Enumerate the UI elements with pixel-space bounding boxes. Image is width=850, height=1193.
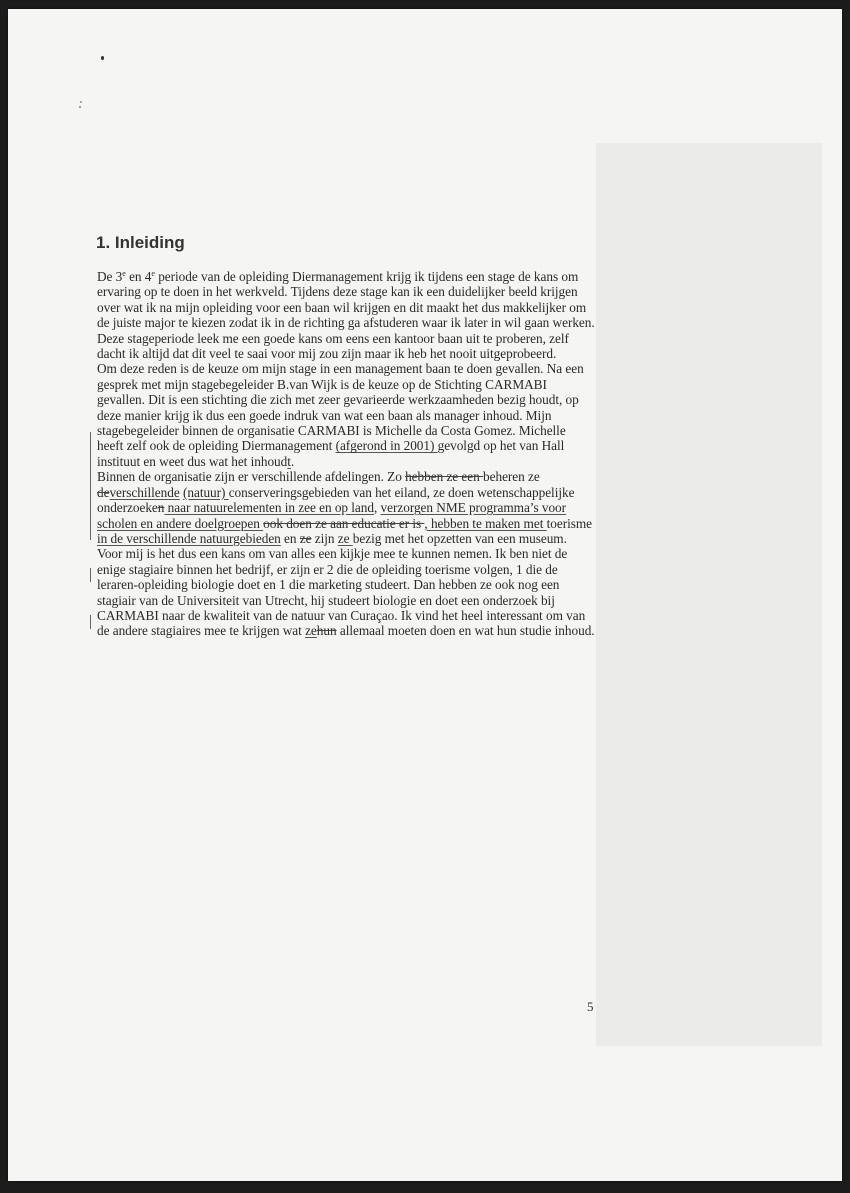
body-text [97, 269, 607, 639]
text-line: gesprek met mijn stagebegeleider B.van Wijk is de keuze op de Stichting CARMABI [97, 376, 547, 392]
change-bar [90, 568, 91, 582]
text-line: deze manier krijg ik dus een goede indruk van wat een baan als manager inhoud. Mijn [97, 407, 552, 423]
text-line: deverschillende (natuur) conserveringsgebieden van het eiland, ze doen wetenschappelijke [97, 484, 575, 500]
text-line: Voor mij is het dus een kans om van alles een kijkje mee te kunnen nemen. Ik ben niet de [97, 546, 568, 562]
scan-speck [101, 56, 104, 60]
text-line: instituut en weet dus wat het inhoudt. [97, 453, 295, 469]
text-line: in de verschillende natuurgebieden en ze zijn ze bezig met het opzetten van een museum. [97, 530, 567, 546]
tracked-insertion: in de verschillende natuurgebieden [97, 530, 281, 546]
tracked-deletion: de [97, 484, 110, 500]
tracked-deletion: hebben ze een [405, 469, 484, 485]
tracked-deletion: n [157, 500, 165, 516]
tracked-insertion: ze [305, 623, 317, 639]
change-bar [90, 432, 91, 540]
text-line: stagebegeleider binnen de organisatie CARMABI is Michelle da Costa Gomez. Michelle [97, 423, 566, 439]
tracked-insertion: scholen en andere doelgroepen [97, 515, 264, 531]
text-line: leraren-opleiding biologie doet en 1 die marketing studeert. Dan hebben ze ook nog een [97, 577, 560, 593]
text-line: onderzoeken naar natuurelementen in zee en op land, verzorgen NME programma’s voor [97, 500, 567, 516]
text-line: de andere stagiaires mee te krijgen wat zehun allemaal moeten doen en wat hun studie inhoud. [97, 623, 595, 639]
page-number: 5 [587, 999, 594, 1014]
tracked-insertion: , hebben te maken met [424, 515, 547, 531]
tracked-deletion: ze [299, 530, 312, 546]
side-panel-shaded [596, 143, 822, 1046]
tracked-deletion: hun [316, 623, 337, 639]
scan-speck [80, 101, 82, 103]
tracked-deletion: ook doen ze aan educatie er is [263, 515, 425, 531]
text-line: De 3e en 4e periode van de opleiding Diermanagement krijg ik tijdens een stage de kans om [97, 269, 579, 284]
text-line: ervaring op te doen in het werkveld. Tijdens deze stage kan ik een duidelijker beeld krijgen [97, 284, 578, 300]
text-line: stagiair van de Universiteit van Utrecht, hij studeert biologie en doet een onderzoek bij [97, 592, 555, 608]
tracked-insertion: verschillende [109, 484, 180, 500]
text-line: Om deze reden is de keuze om mijn stage in een management baan te doen gevallen. Na een [97, 361, 584, 377]
tracked-insertion: (afgerond in 2001) [335, 438, 438, 454]
tracked-insertion: verzorgen NME programma’s voor [380, 500, 567, 516]
tracked-insertion: ze [337, 530, 353, 546]
text-line: Deze stageperiode leek me een goede kans om eens een kantoor baan uit te proberen, zelf [97, 330, 569, 346]
text-line: dacht ik altijd dat dit veel te saai voor mij zou zijn maar ik heb het nooit uitgeprobeerd. [97, 346, 557, 362]
tracked-insertion: t [287, 453, 291, 469]
tracked-insertion: naar natuurelementen in zee en op land [164, 500, 374, 516]
scan-speck [79, 106, 81, 108]
text-line: enige stagiaire binnen het bedrijf, er zijn er 2 die de opleiding toerisme volgen, 1 die de [97, 561, 558, 577]
tracked-insertion: (natuur) [182, 484, 229, 500]
text-line: CARMABI naar de kwaliteit van de natuur van Curaçao. Ik vind het heel interessant om van [97, 607, 586, 623]
text-line: scholen en andere doelgroepen ook doen ze aan educatie er is , hebben te maken met toerisme [97, 515, 593, 531]
text-line: heeft zelf ook de opleiding Diermanagement (afgerond in 2001) gevolgd op het van Hall [97, 438, 565, 454]
section-heading: 1. Inleiding [96, 233, 185, 252]
scanned-page [8, 9, 842, 1181]
text-line: de juiste major te kiezen zodat ik in de richting ga afstuderen waar ik later in wil gaan werken. [97, 315, 595, 331]
text-line: Binnen de organisatie zijn er verschillende afdelingen. Zo hebben ze een beheren ze [97, 469, 540, 485]
text-line: over wat ik na mijn opleiding voor een baan wil krijgen en dit maakt het dus makkelijker om [97, 299, 587, 315]
change-bar [90, 615, 91, 629]
text-line: gevallen. Dit is een stichting die zich met zeer gevarieerde werkzaamheden bezig houdt, op [97, 392, 579, 408]
